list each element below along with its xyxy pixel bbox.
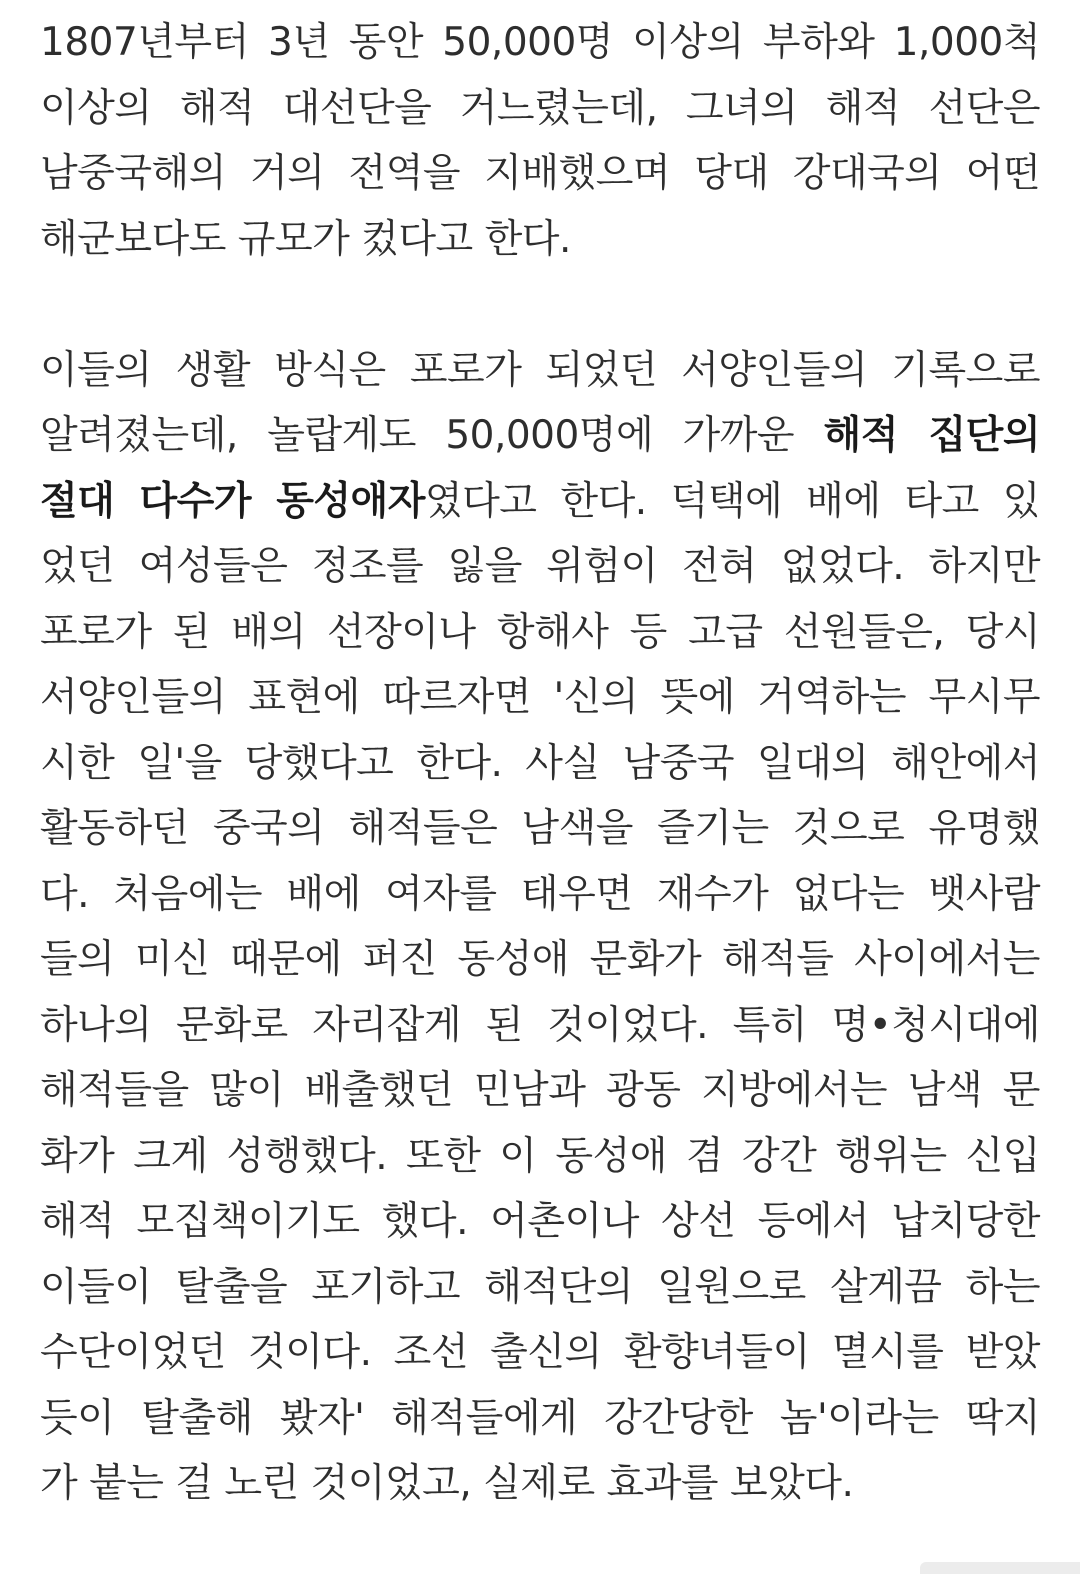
bottom-edge-decoration: [920, 1562, 1080, 1574]
text-line: 1807년부터 3년 동안 50,000명 이상의 부하와 1,000척: [40, 20, 1040, 65]
bold-emphasis: 해적 집단의: [823, 413, 1040, 458]
paragraph-2: [40, 338, 1040, 1517]
text-line: [40, 403, 1040, 469]
text-line: 활동하던 중국의 해적들은 남색을 즐기는 것으로 유명했: [40, 806, 1040, 851]
paragraph-1: [40, 10, 1040, 272]
text-line: [40, 469, 1040, 535]
text-segment: 였다고 한다. 덕택에 배에 타고 있: [424, 478, 1040, 524]
text-line: 다. 처음에는 배에 여자를 태우면 재수가 없다는 뱃사람: [40, 871, 1040, 917]
text-line: 해군보다도 규모가 컸다고 한다.: [40, 216, 571, 262]
text-line: 시한 일'을 당했다고 한다. 사실 남중국 일대의 해안에서: [40, 740, 1040, 786]
bold-emphasis: 절대 다수가 동성애자: [40, 478, 425, 524]
text-segment: 알려졌는데, 놀랍게도 50,000명에 가까운: [40, 413, 824, 458]
text-line: 이들의 생활 방식은 포로가 되었던 서양인들의 기록으로: [40, 347, 1040, 393]
text-line: 가 붙는 걸 노린 것이었고, 실제로 효과를 보았다.: [40, 1461, 854, 1506]
text-line: 해적 모집책이기도 했다. 어촌이나 상선 등에서 납치당한: [40, 1199, 1040, 1244]
text-line: 남중국해의 거의 전역을 지배했으며 당대 강대국의 어떤: [40, 151, 1040, 196]
text-line: 해적들을 많이 배출했던 민남과 광동 지방에서는 남색 문: [40, 1068, 1040, 1113]
text-line: 이상의 해적 대선단을 거느렸는데, 그녀의 해적 선단은: [40, 85, 1040, 131]
text-line: 화가 크게 성행했다. 또한 이 동성애 겸 강간 행위는 신입: [40, 1133, 1040, 1179]
text-line: 서양인들의 표현에 따르자면 '신의 뜻에 거역하는 무시무: [40, 675, 1040, 720]
text-line: 듯이 탈출해 봤자' 해적들에게 강간당한 놈'이라는 딱지: [40, 1395, 1040, 1441]
text-line: 포로가 된 배의 선장이나 항해사 등 고급 선원들은, 당시: [40, 609, 1040, 655]
article-body: [40, 10, 1040, 1517]
text-line: 이들이 탈출을 포기하고 해적단의 일원으로 살게끔 하는: [40, 1264, 1040, 1310]
text-line: 들의 미신 때문에 퍼진 동성애 문화가 해적들 사이에서는: [40, 937, 1040, 982]
text-line: 었던 여성들은 정조를 잃을 위험이 전혀 없었다. 하지만: [40, 544, 1040, 589]
text-line: 하나의 문화로 자리잡게 된 것이었다. 특히 명•청시대에: [40, 1002, 1040, 1048]
text-line: 수단이었던 것이다. 조선 출신의 환향녀들이 멸시를 받았: [40, 1330, 1040, 1375]
